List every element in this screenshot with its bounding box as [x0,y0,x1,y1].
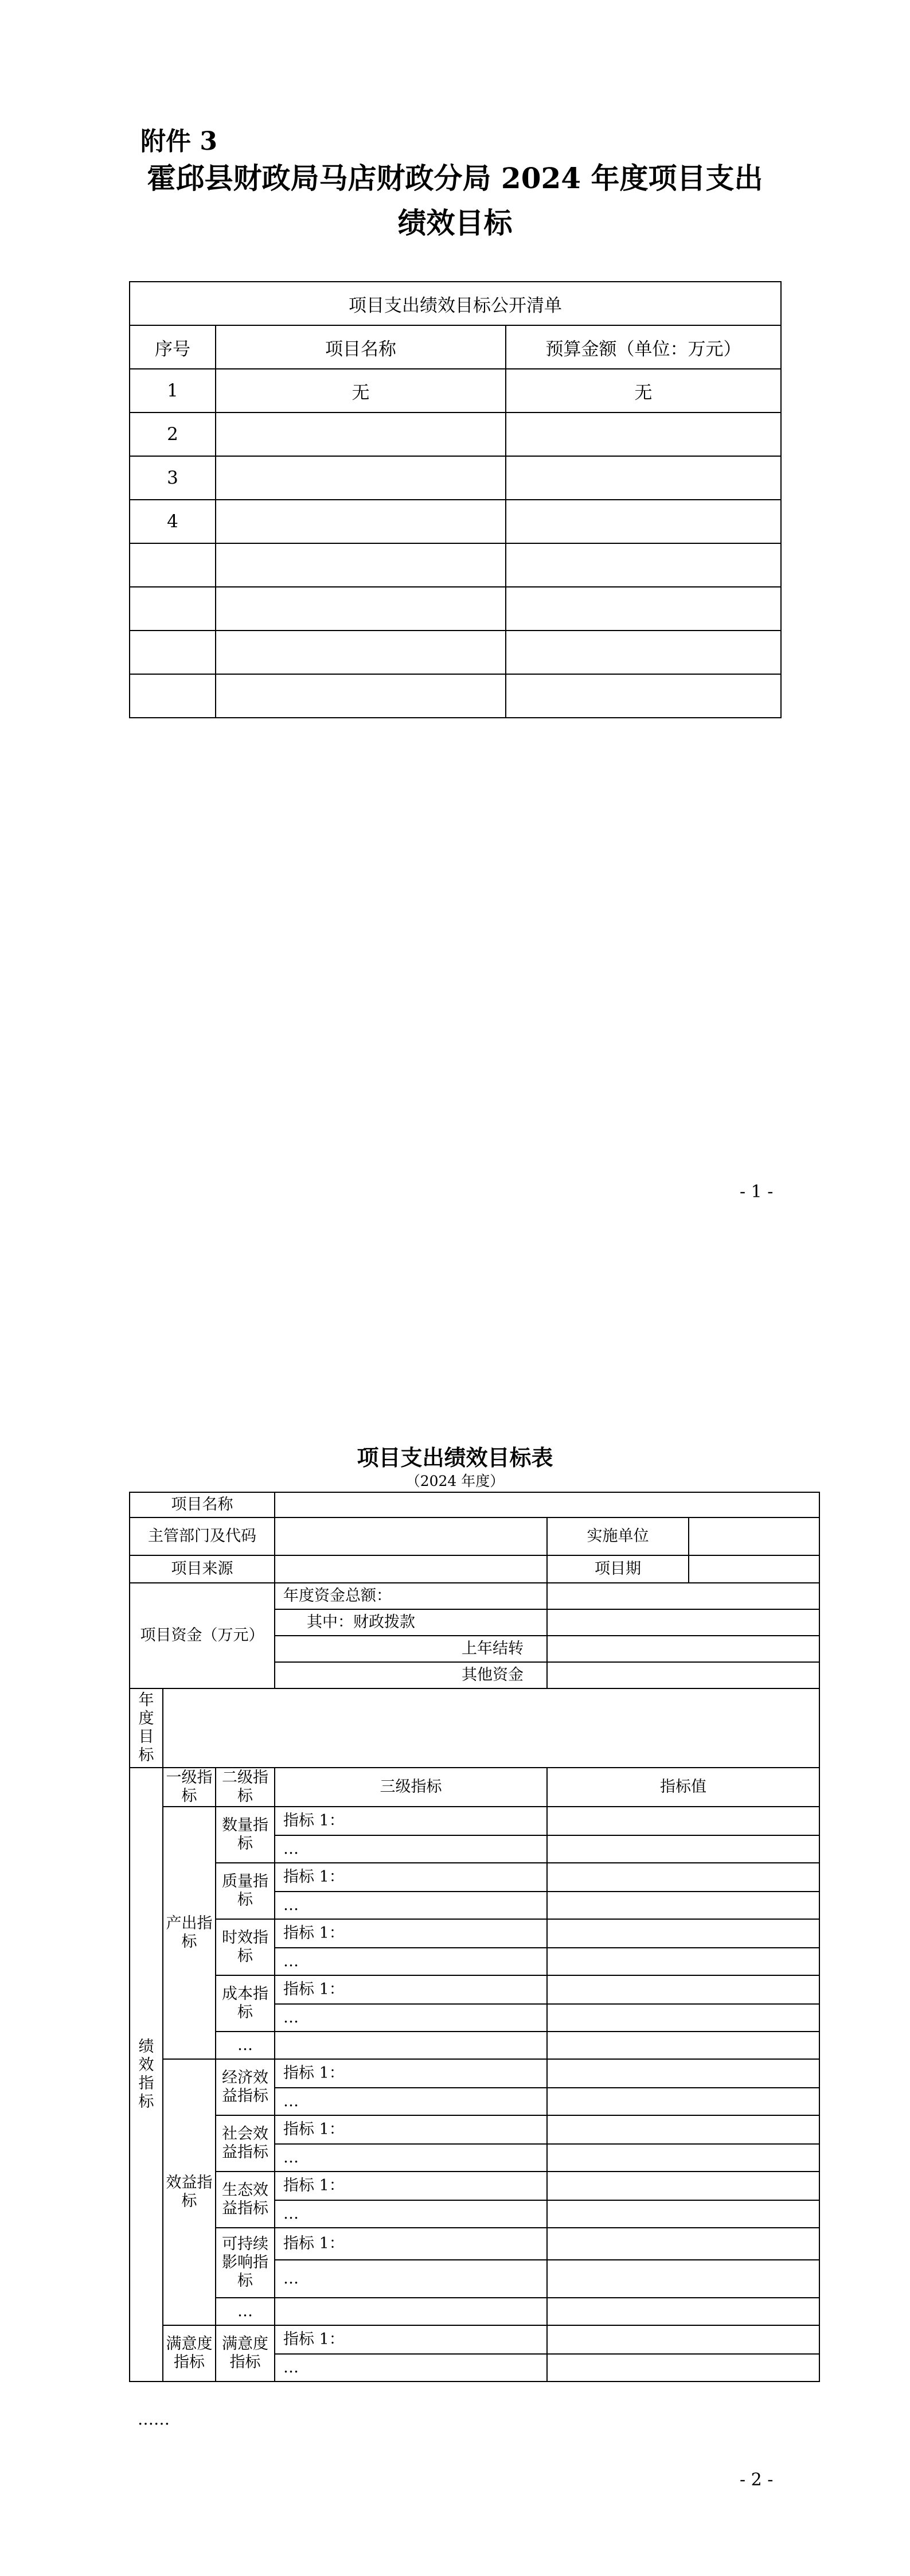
indicator-1: 指标 1： [275,2172,547,2200]
label-period: 项目期 [547,1555,689,1583]
label-project-name: 项目名称 [130,1492,275,1517]
value-funds-fiscal [547,1609,819,1636]
value-project-name [275,1492,819,1517]
table-cell: 无 [216,369,506,413]
value-dept [275,1517,547,1555]
table-row [130,631,781,674]
indicator-value [547,2298,819,2325]
indicator-value [547,1892,819,1919]
indicator-value [547,2115,819,2144]
table-cell: 3 [130,456,216,500]
page-number-1: - 1 - [740,1182,774,1202]
value-period [689,1555,819,1583]
attachment-label: 附件 3 [140,127,217,156]
indicator-value [547,2260,819,2298]
table-cell: 4 [130,500,216,543]
table-cell [216,631,506,674]
label-benefit: 效益指标 [163,2059,216,2325]
indicator-value [547,2059,819,2088]
table-cell [130,674,216,718]
indicator-1: 指标 1： [275,2325,547,2354]
indicator-value [547,2004,819,2032]
label-source: 项目来源 [130,1555,275,1583]
table-row [130,500,781,543]
indicator-more: … [275,2004,547,2032]
page-title-line1: 霍邱县财政局马店财政分局 2024 年度项目支出 [147,161,763,195]
table-cell [216,587,506,631]
table-caption: 项目支出绩效目标公开清单 [130,282,781,325]
indicator-value [547,2032,819,2059]
table-cell [216,543,506,587]
value-impl-unit [689,1517,819,1555]
indicator-value [547,1807,819,1835]
value-funds-carry [547,1636,819,1662]
header-level1: 一级指标 [163,1768,216,1807]
table-cell [506,413,781,456]
label-funds-total: 年度资金总额： [275,1583,547,1609]
table-cell [216,674,506,718]
value-funds-total [547,1583,819,1609]
indicator-value [547,1835,819,1863]
benefit-item: 经济效益指标 [216,2059,275,2115]
indicator-1: 指标 1： [275,1975,547,2004]
label-impl-unit: 实施单位 [547,1517,689,1555]
table-cell [506,587,781,631]
indicator-value [547,2144,819,2172]
table-row [130,456,781,500]
indicator-more: … [275,2260,547,2298]
indicator-more: … [275,2200,547,2228]
benefit-item-more: … [216,2298,275,2325]
value-annual-goal [163,1688,819,1768]
table-header-row [130,325,781,369]
table2-subtitle: （2024 年度） [405,1473,505,1489]
footer-ellipsis: …… [138,2410,170,2429]
table-row [130,674,781,718]
label-perf-indicators: 绩效指标 [130,1768,163,2382]
label-funds-other: 其他资金 [275,1662,547,1688]
benefit-item: 可持续影响指标 [216,2228,275,2298]
table-cell [506,500,781,543]
indicator-more: … [275,2354,547,2382]
indicator-value [547,2088,819,2115]
table-cell [130,631,216,674]
output-item: 数量指标 [216,1807,275,1863]
value-source [275,1555,547,1583]
indicator-1: 指标 1： [275,2228,547,2260]
label-funds-fiscal: 其中：财政拨款 [275,1609,547,1636]
indicator-1: 指标 1： [275,1807,547,1835]
indicator-value [547,1948,819,1975]
output-item: 成本指标 [216,1975,275,2032]
indicator-empty [275,2032,547,2059]
label-output: 产出指标 [163,1807,216,2059]
output-item-more: … [216,2032,275,2059]
table-cell [216,500,506,543]
label-satisfaction: 满意度指标 [163,2325,216,2382]
header-project-name: 项目名称 [216,325,506,369]
indicator-more: … [275,1835,547,1863]
value-funds-other [547,1662,819,1688]
indicator-more: … [275,2144,547,2172]
label-funds-carry: 上年结转 [275,1636,547,1662]
table-cell [506,543,781,587]
table-row [130,543,781,587]
indicator-value [547,2200,819,2228]
indicator-1: 指标 1： [275,2059,547,2088]
table-cell: 1 [130,369,216,413]
performance-target-table [129,1492,820,2382]
benefit-item: 生态效益指标 [216,2172,275,2228]
label-annual-goal: 年度目标 [130,1688,163,1768]
indicator-empty [275,2298,547,2325]
label-dept: 主管部门及代码 [130,1517,275,1555]
table-row [130,413,781,456]
indicator-more: … [275,1892,547,1919]
table-cell [216,413,506,456]
header-index: 序号 [130,325,216,369]
table-cell [130,587,216,631]
header-budget: 预算金额（单位：万元） [506,325,781,369]
table-cell [506,631,781,674]
indicator-value [547,2325,819,2354]
indicator-value [547,2228,819,2260]
page-title-line2: 绩效目标 [397,206,513,240]
indicator-1: 指标 1： [275,1863,547,1892]
indicator-value [547,1863,819,1892]
header-value: 指标值 [547,1768,819,1807]
page-number-2: - 2 - [740,2470,774,2490]
satisfaction-item: 满意度指标 [216,2325,275,2382]
table-cell [506,456,781,500]
indicator-value [547,2354,819,2382]
label-funds: 项目资金（万元） [130,1583,275,1688]
header-level2: 二级指标 [216,1768,275,1807]
indicator-more: … [275,2088,547,2115]
benefit-item: 社会效益指标 [216,2115,275,2172]
table-cell: 无 [506,369,781,413]
table-cell [216,456,506,500]
table2-title: 项目支出绩效目标表 [357,1445,553,1470]
table-cell [506,674,781,718]
table-row [130,369,781,413]
table-row [130,587,781,631]
output-item: 时效指标 [216,1919,275,1975]
header-level3: 三级指标 [275,1768,547,1807]
indicator-1: 指标 1： [275,2115,547,2144]
indicator-1: 指标 1： [275,1919,547,1948]
indicator-value [547,1975,819,2004]
table-cell [130,543,216,587]
indicator-value [547,1919,819,1948]
table-cell: 2 [130,413,216,456]
output-item: 质量指标 [216,1863,275,1919]
project-list-table [129,281,782,718]
indicator-value [547,2172,819,2200]
indicator-more: … [275,1948,547,1975]
